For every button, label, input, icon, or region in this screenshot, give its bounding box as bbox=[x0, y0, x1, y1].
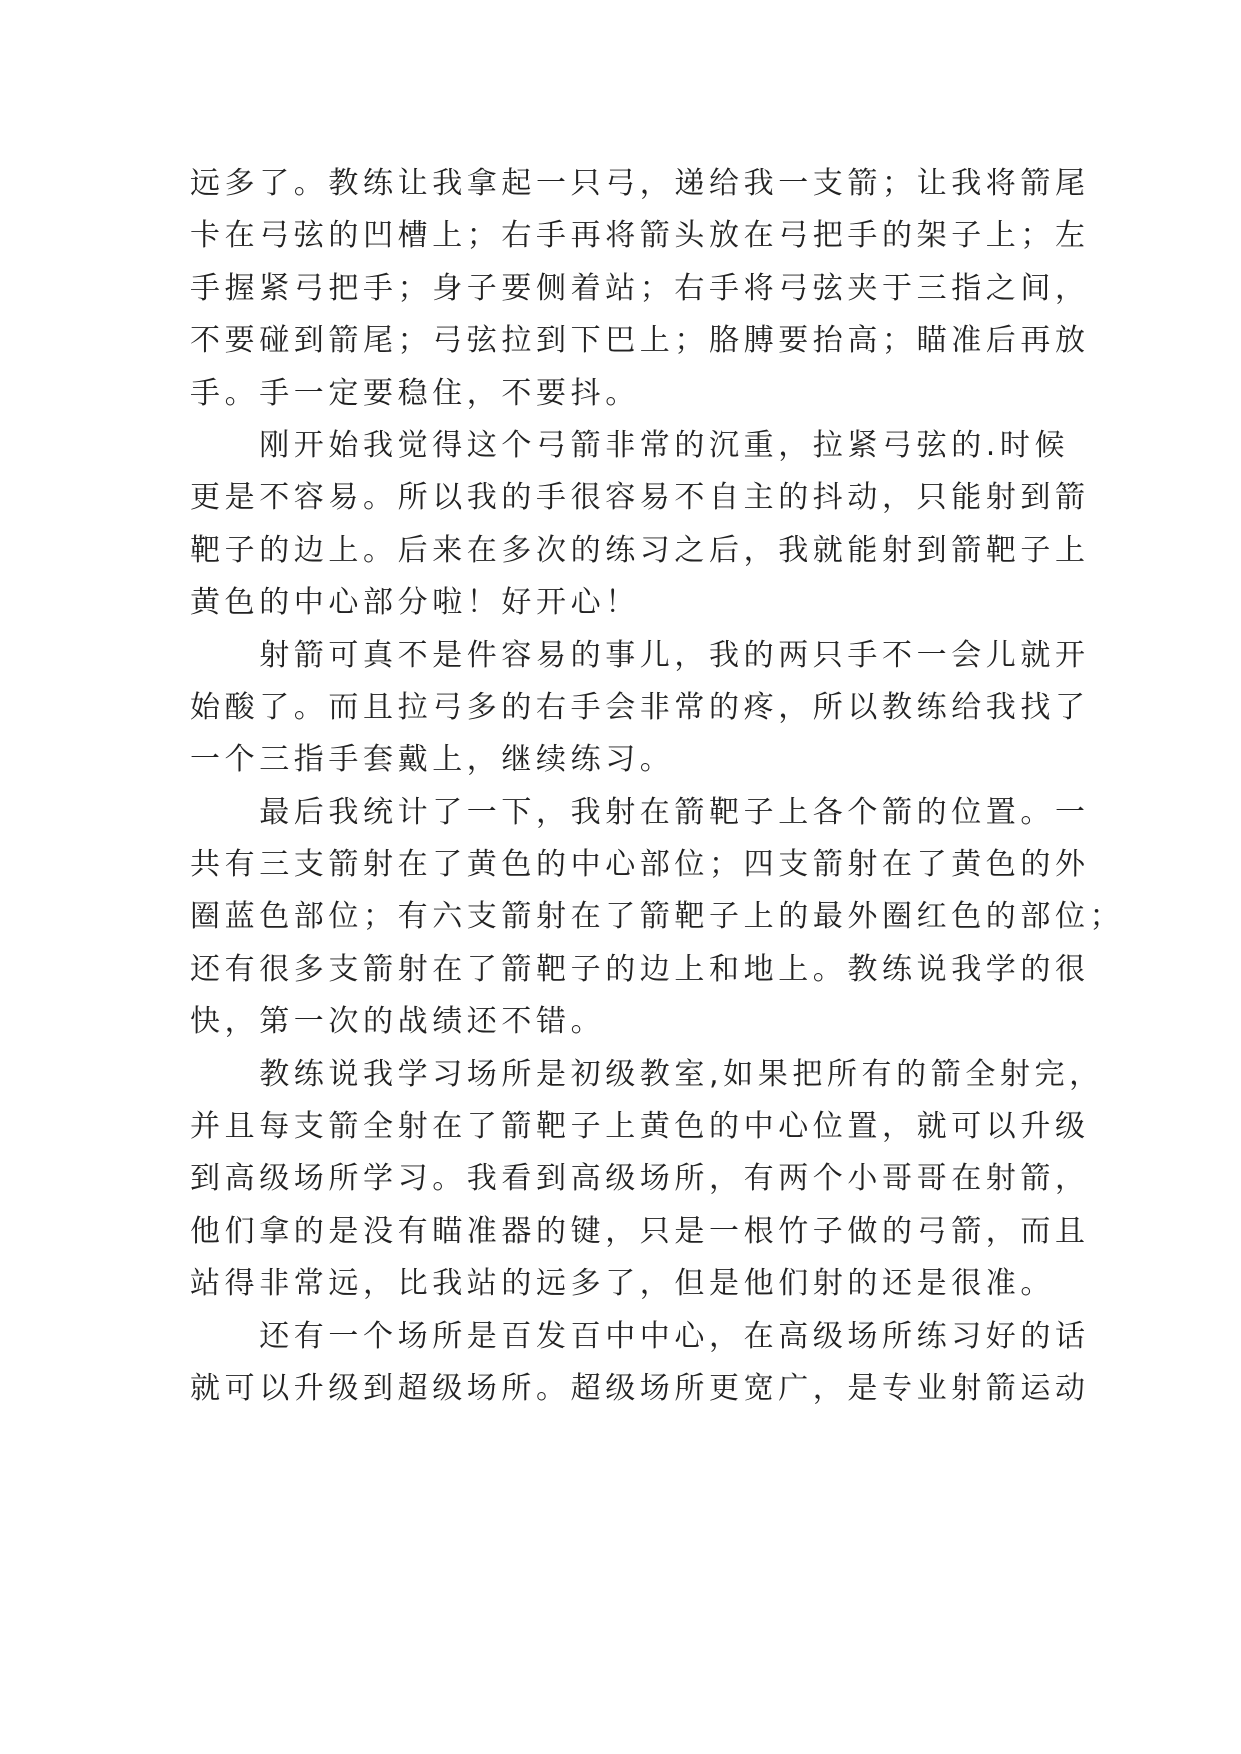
text-line: 共有三支箭射在了黄色的中心部位；四支箭射在了黄色的外 bbox=[190, 847, 1090, 883]
text-line: 刚开始我觉得这个弓箭非常的沉重，拉紧弓弦的.时候 bbox=[190, 427, 1070, 463]
text-line: 站得非常远，比我站的远多了，但是他们射的还是很准。 bbox=[190, 1266, 1055, 1302]
text-line: 卡在弓弦的凹槽上；右手再将箭头放在弓把手的架子上；左 bbox=[190, 218, 1090, 254]
document-body bbox=[190, 158, 1125, 1415]
text-line: 还有很多支箭射在了箭靶子的边上和地上。教练说我学的很 bbox=[190, 951, 1090, 987]
text-line: 靶子的边上。后来在多次的练习之后，我就能射到箭靶子上 bbox=[190, 532, 1090, 568]
text-line: 射箭可真不是件容易的事儿，我的两只手不一会儿就开 bbox=[190, 637, 1090, 673]
text-line: 他们拿的是没有瞄准器的键，只是一根竹子做的弓箭，而且 bbox=[190, 1213, 1090, 1249]
text-line: 最后我统计了一下，我射在箭靶子上各个箭的位置。一 bbox=[190, 794, 1090, 830]
text-line: 手。手一定要稳住，不要抖。 bbox=[190, 375, 640, 411]
text-line: 并且每支箭全射在了箭靶子上黄色的中心位置，就可以升级 bbox=[190, 1109, 1090, 1145]
text-line: 还有一个场所是百发百中中心，在高级场所练习好的话 bbox=[190, 1318, 1090, 1354]
text-line: 更是不容易。所以我的手很容易不自主的抖动，只能射到箭 bbox=[190, 480, 1090, 516]
text-line: 快，第一次的战绩还不错。 bbox=[190, 1004, 606, 1040]
text-line: 黄色的中心部分啦！好开心！ bbox=[190, 585, 640, 621]
text-line: 始酸了。而且拉弓多的右手会非常的疼，所以教练给我找了 bbox=[190, 689, 1090, 725]
text-line: 手握紧弓把手；身子要侧着站；右手将弓弦夹于三指之间， bbox=[190, 270, 1090, 306]
text-line: 教练说我学习场所是初级教室,如果把所有的箭全射完， bbox=[190, 1056, 1104, 1092]
text-line: 到高级场所学习。我看到高级场所，有两个小哥哥在射箭， bbox=[190, 1161, 1090, 1197]
text-line: 远多了。教练让我拿起一只弓，递给我一支箭；让我将箭尾 bbox=[190, 166, 1090, 201]
text-line: 不要碰到箭尾；弓弦拉到下巴上；胳膊要抬高；瞄准后再放 bbox=[190, 323, 1090, 359]
text-line: 就可以升级到超级场所。超级场所更宽广，是专业射箭运动 bbox=[190, 1370, 1090, 1406]
text-line: 圈蓝色部位；有六支箭射在了箭靶子上的最外圈红色的部位； bbox=[190, 899, 1125, 935]
text-line: 一个三指手套戴上，继续练习。 bbox=[190, 742, 675, 778]
